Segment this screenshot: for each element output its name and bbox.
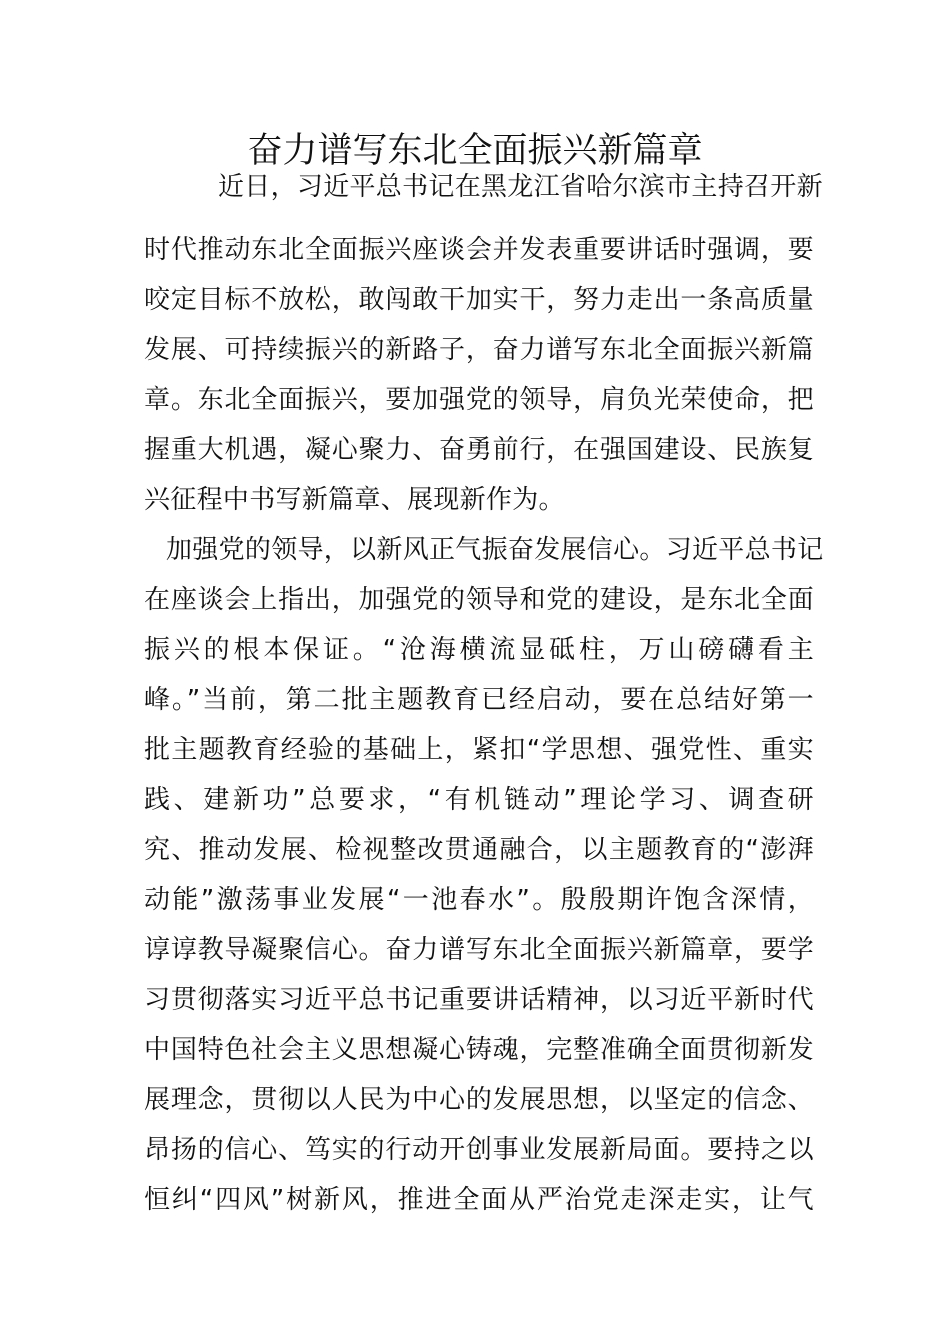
paragraph-2-line-13: 昂扬的信心、笃实的行动开创事业发展新局面。要持之以 bbox=[144, 1135, 814, 1165]
paragraph-1-line-2: 时代推动东北全面振兴座谈会并发表重要讲话时强调，要 bbox=[144, 235, 814, 265]
paragraph-2-line-10: 习贯彻落实习近平总书记重要讲话精神，以习近平新时代 bbox=[144, 985, 814, 1015]
paragraph-2-line-12: 展理念，贯彻以人民为中心的发展思想，以坚定的信念、 bbox=[144, 1085, 814, 1115]
paragraph-2-line-4: 峰。”当前，第二批主题教育已经启动，要在总结好第一 bbox=[144, 685, 814, 715]
paragraph-2-line-9: 谆谆教导凝聚信心。奋力谱写东北全面振兴新篇章，要学 bbox=[144, 935, 814, 965]
paragraph-1-line-7: 兴征程中书写新篇章、展现新作为。 bbox=[144, 485, 565, 515]
paragraph-2-line-1: 加强党的领导，以新风正气振奋发展信心。习近平总书记 bbox=[166, 535, 824, 565]
paragraph-1-line-1: 近日，习近平总书记在黑龙江省哈尔滨市主持召开新 bbox=[218, 172, 823, 202]
paragraph-2-line-3: 振兴的根本保证。“沧海横流显砥柱，万山磅礴看主 bbox=[144, 635, 814, 665]
document-title: 奋力谱写东北全面振兴新篇章 bbox=[247, 131, 703, 171]
paragraph-2-line-6: 践、建新功”总要求，“有机链动”理论学习、调查研 bbox=[144, 785, 814, 815]
paragraph-2-line-14: 恒纠“四风”树新风，推进全面从严治党走深走实，让气 bbox=[144, 1185, 814, 1215]
paragraph-1-line-6: 握重大机遇，凝心聚力、奋勇前行，在强国建设、民族复 bbox=[144, 435, 814, 465]
paragraph-2-line-5: 批主题教育经验的基础上，紧扣“学思想、强党性、重实 bbox=[144, 735, 814, 765]
paragraph-1-line-4: 发展、可持续振兴的新路子，奋力谱写东北全面振兴新篇 bbox=[144, 335, 814, 365]
paragraph-1-line-3: 咬定目标不放松，敢闯敢干加实干，努力走出一条高质量 bbox=[144, 285, 814, 315]
paragraph-2-line-2: 在座谈会上指出，加强党的领导和党的建设，是东北全面 bbox=[144, 585, 814, 615]
paragraph-2-line-8: 动能”激荡事业发展“一池春水”。殷殷期许饱含深情， bbox=[144, 885, 814, 915]
paragraph-1-line-5: 章。东北全面振兴，要加强党的领导，肩负光荣使命，把 bbox=[144, 385, 814, 415]
paragraph-2-line-7: 究、推动发展、检视整改贯通融合，以主题教育的“澎湃 bbox=[144, 835, 814, 865]
paragraph-2-line-11: 中国特色社会主义思想凝心铸魂，完整准确全面贯彻新发 bbox=[144, 1035, 814, 1065]
